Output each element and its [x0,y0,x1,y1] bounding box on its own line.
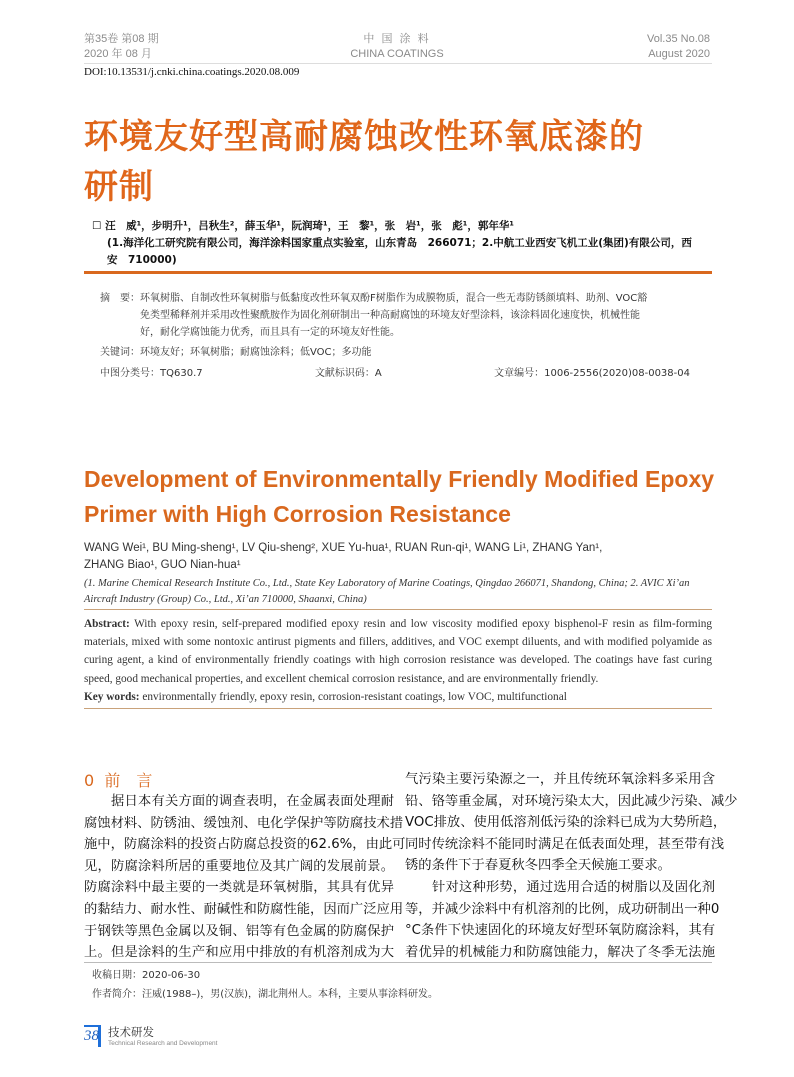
body-left-column [84,791,406,964]
body-line: 腐蚀材料、防锈油、缓蚀剂、电化学保护等防腐技术措 [84,815,404,831]
body-line: 同时传统涂料不能同时满足在低表面处理，甚至带有浅 [405,836,725,852]
keywords-cn: 关键词：环境友好；环氧树脂；耐腐蚀涂料；低VOC；多功能 [100,347,372,358]
body-line: 于钢铁等黑色金属以及铜、铝等有色金属的防腐保护 [84,923,394,939]
title-en-line: Development of Environmentally Friendly Modified Epoxy [84,466,715,492]
affiliation-en: (1. Marine Chemical Research Institute Co., Ltd., State Key Laboratory of Marine Coatings, Qingdao 266071, Shandong, China; 2. AVIC Xi’an Aircraft Industry (Group) Co., Ltd., Xi’an 710000, Shaanxi, China) [84,578,690,605]
column-name-cn: 技术研发 [108,1025,154,1039]
volume-issue: 第35卷 第08 期 [84,33,159,45]
body-line: 上。但是涂料的生产和应用中排放的有机溶剂成为大 [84,945,394,961]
affiliation-cn: 安 710000) [107,254,177,266]
author-bio: 作者简介：汪威(1988–)，男(汉族)，湖北荆州人。本科，主要从事涂料研发。 [92,989,439,1000]
column-name-en: Technical Research and Development [108,1040,218,1047]
title-en [84,462,724,532]
title-cn-line: 研制 [84,167,154,207]
abstract-top-divider [84,609,712,610]
issue-date-en: August 2020 [648,48,710,60]
journal-name-cn: 中 国 涂 料 [363,33,431,45]
body-line: °C条件下快速固化的环境友好型环氧防腐涂料，其有 [405,923,715,939]
document-code: 文献标识码：A [314,368,382,379]
body-line: 据日本有关方面的调查表明，在金属表面处理耐 [111,794,394,809]
body-line: 气污染主要污染源之一，并且传统环氧涂料多采用含 [405,772,715,787]
section-heading [84,768,152,791]
abstract-bottom-divider [84,708,712,709]
clc-number: 中图分类号：TQ630.7 [100,368,203,379]
issue-date: 2020 年 08 月 [84,48,152,60]
footnote-divider [84,962,712,963]
body-line: VOC排放、使用低溶剂低污染的涂料已成为大势所趋， [405,815,727,831]
page-number-bar [84,1025,99,1027]
keywords-label-en: Key words: [84,690,140,703]
authors-en-line: ZHANG Biao¹, GUO Nian-hua¹ [84,559,241,571]
body-line: 见，防腐涂料所居的重要地位及其广阔的发展前景。 [84,858,394,874]
abstract-cn-line: 免类型稀释剂并采用改性聚酰胺作为固化剂研制出一种高耐腐蚀的环境友好型涂料，该涂料固化速度快，机械性能 [140,310,640,321]
authors-cn [92,218,712,269]
title-cn-line: 环境友好型高耐腐蚀改性环氧底漆的 [84,117,644,157]
body-line: 防腐涂料中最主要的一类就是环氧树脂，其具有优异 [84,880,394,896]
body-line: 的黏结力、耐水性、耐碱性和防腐性能，因而广泛应用 [84,901,404,917]
authors-en-line: WANG Wei¹, BU Ming-sheng¹, LV Qiu-sheng², XUE Yu-hua¹, RUAN Run-qi¹, WANG Li¹, ZHANG Yan¹, [84,542,603,554]
title-cn [84,112,644,212]
author-names-cn: 汪 威¹，步明升¹，吕秋生²，薛玉华¹，阮润琦¹，王 黎¹，张 岩¹，张 彪¹，郭年华¹ [105,220,514,232]
abstract-cn-line: 好，耐化学腐蚀能力优秀，而且具有一定的环境友好性能。 [140,327,400,338]
abstract-label-en: Abstract: [84,618,130,630]
box-icon: ☐ [92,220,102,232]
body-line: 铅、铬等重金属，对环境污染太大，因此减少污染、减少 [405,793,738,809]
journal-name [300,32,494,62]
authors-en [84,540,714,574]
keywords-en: environmentally friendly, epoxy resin, corrosion-resistant coatings, low VOC, multifunctional [139,690,567,703]
header-divider [84,63,712,64]
issue-info [84,32,159,62]
section-number: 0 [84,771,95,790]
affiliation-cn: (1.海洋化工研究院有限公司，海洋涂料国家重点实验室，山东青岛 266071；2.中航工业西安飞机工业(集团)有限公司，西 [107,237,692,249]
received-date: 收稿日期：2020-06-30 [92,970,201,981]
abstract-text-en: With epoxy resin, self-prepared modified epoxy resin and low viscosity modified epoxy bisphenol-F resin as film-forming materials, mixed with some nontoxic antirust pigments and fillers, additives, and VOC exempt diluents, and with modified polyamide as curing agent, a kind of environmentally friendly coatings with high corrosion resistance was developed. The coatings have fast curing speed, good mechanical properties, and excellent chemical corrosion resistance, and are environmentally friendly. [84,618,712,685]
doi[interactable]: DOI:10.13531/j.cnki.china.coatings.2020.08.009 [84,66,300,78]
article-number: 文章编号：1006-2556(2020)08-0038-04 [494,368,690,379]
volume-issue-en: Vol.35 No.08 [647,33,710,45]
body-line: 着优异的机械能力和防腐蚀能力，解决了冬季无法施 [405,944,715,960]
title-en-line: Primer with High Corrosion Resistance [84,501,511,527]
body-line: 等，并减少涂料中有机溶剂的比例，成功研制出一种0 [405,901,720,917]
abstract-en [84,615,712,706]
body-right-column [405,769,738,963]
section-title: 前 言 [104,771,153,790]
body-line: 施中，防腐涂料的投资占防腐总投资的62.6%，由此可 [84,837,406,853]
abstract-label-cn: 摘 要： [100,293,140,304]
abstract-cn [100,290,690,382]
title-divider [84,271,712,274]
body-line: 锈的条件下于春夏秋冬四季全天候施工要求。 [405,858,671,874]
journal-name-en: CHINA COATINGS [350,48,444,60]
body-line: 针对这种形势，通过选用合适的树脂以及固化剂 [432,879,715,895]
abstract-cn-line: 环氧树脂、自制改性环氧树脂与低黏度改性环氧双酚F树脂作为成膜物质，混合一些无毒防锈颜填料、助剂、VOC豁 [140,293,648,304]
page-number: 38 [84,1028,99,1044]
issue-info-en [647,32,710,62]
